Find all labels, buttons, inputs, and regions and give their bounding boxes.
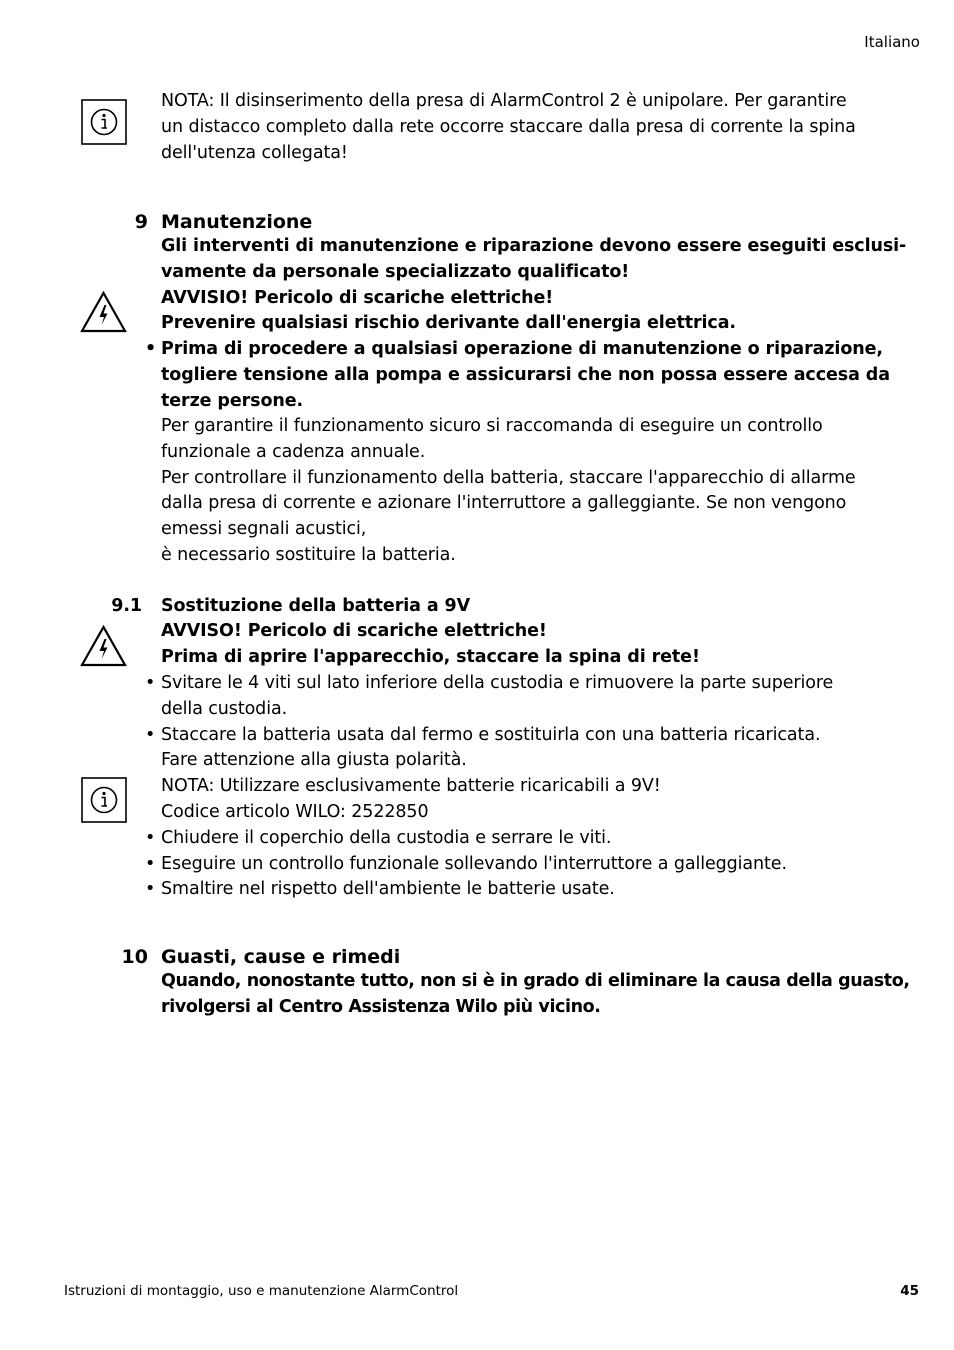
page-number: 45 <box>900 1283 919 1299</box>
section-number: 9 <box>134 211 148 233</box>
subsection-title: Sostituzione della batteria a 9V <box>161 596 471 616</box>
info-icon <box>81 99 127 149</box>
note-text: NOTA: Il disinserimento della presa di AlarmControl 2 è unipolare. Per garantire un distacco completo dalla rete occorre staccare dalla presa di corrente la spina dell'utenza collegata! <box>161 91 856 163</box>
list-item: • Svitare le 4 viti sul lato inferiore della custodia e rimuovere la parte superiore della custodia. <box>145 673 834 719</box>
list-item: • Smaltire nel rispetto dell'ambiente le batterie usate. <box>145 879 615 900</box>
electric-hazard-icon <box>80 291 127 337</box>
electric-hazard-icon <box>80 625 127 671</box>
section-intro: Quando, nonostante tutto, non si è in grado di eliminare la causa della guasto, rivolgersi al Centro Assistenza Wilo più vicino. <box>161 971 910 1017</box>
section-intro: Gli interventi di manutenzione e riparazione devono essere eseguiti esclusi- vamente da personale specializzato qualificato! AVVISIO! Pericolo di scariche elettriche! Prevenire qualsiasi rischio derivante dall'energia elettrica. • Prima di procedere a qualsiasi operazione di manutenzione o riparazione, togliere tensione alla pompa e assicurarsi che non possa essere accesa da terze persone. <box>161 234 906 415</box>
info-icon <box>81 777 127 827</box>
language-label: Italiano <box>864 33 920 51</box>
procedure-list <box>145 671 834 903</box>
warning-text: AVVISO! Pericolo di scariche elettriche! Prima di aprire l'apparecchio, staccare la spina di rete! <box>161 621 700 667</box>
section-title: Guasti, cause e rimedi <box>161 946 401 968</box>
list-item: • Prima di procedere a qualsiasi operazione di manutenzione o riparazione, togliere tensione alla pompa e assicurarsi che non possa essere accesa da terze persone. <box>145 339 890 411</box>
list-item: • Staccare la batteria usata dal fermo e sostituirla con una batteria ricaricata. Fare attenzione alla giusta polarità. <box>145 724 821 771</box>
list-item: • Eseguire un controllo funzionale sollevando l'interruttore a galleggiante. <box>145 853 787 874</box>
document-title: Istruzioni di montaggio, uso e manutenzione AlarmControl <box>64 1283 459 1299</box>
section-number: 10 <box>121 946 148 968</box>
list-item: • Chiudere il coperchio della custodia e serrare le viti. <box>145 827 612 848</box>
note-text: NOTA: Utilizzare esclusivamente batterie ricaricabili a 9V! Codice articolo WILO: 2522850 <box>161 776 661 822</box>
body-text: Per garantire il funzionamento sicuro si raccomanda di eseguire un controllo funzionale a cadenza annuale. Per controllare il funzionamento della batteria, staccare l'apparecchio di allarme dalla presa di corrente e azionare l'interruttore a galleggiante. Se non vengono emessi segnali acustici, è necessario sostituire la batteria. <box>161 416 856 565</box>
subsection-number: 9.1 <box>111 596 142 616</box>
section-title: Manutenzione <box>161 211 313 233</box>
